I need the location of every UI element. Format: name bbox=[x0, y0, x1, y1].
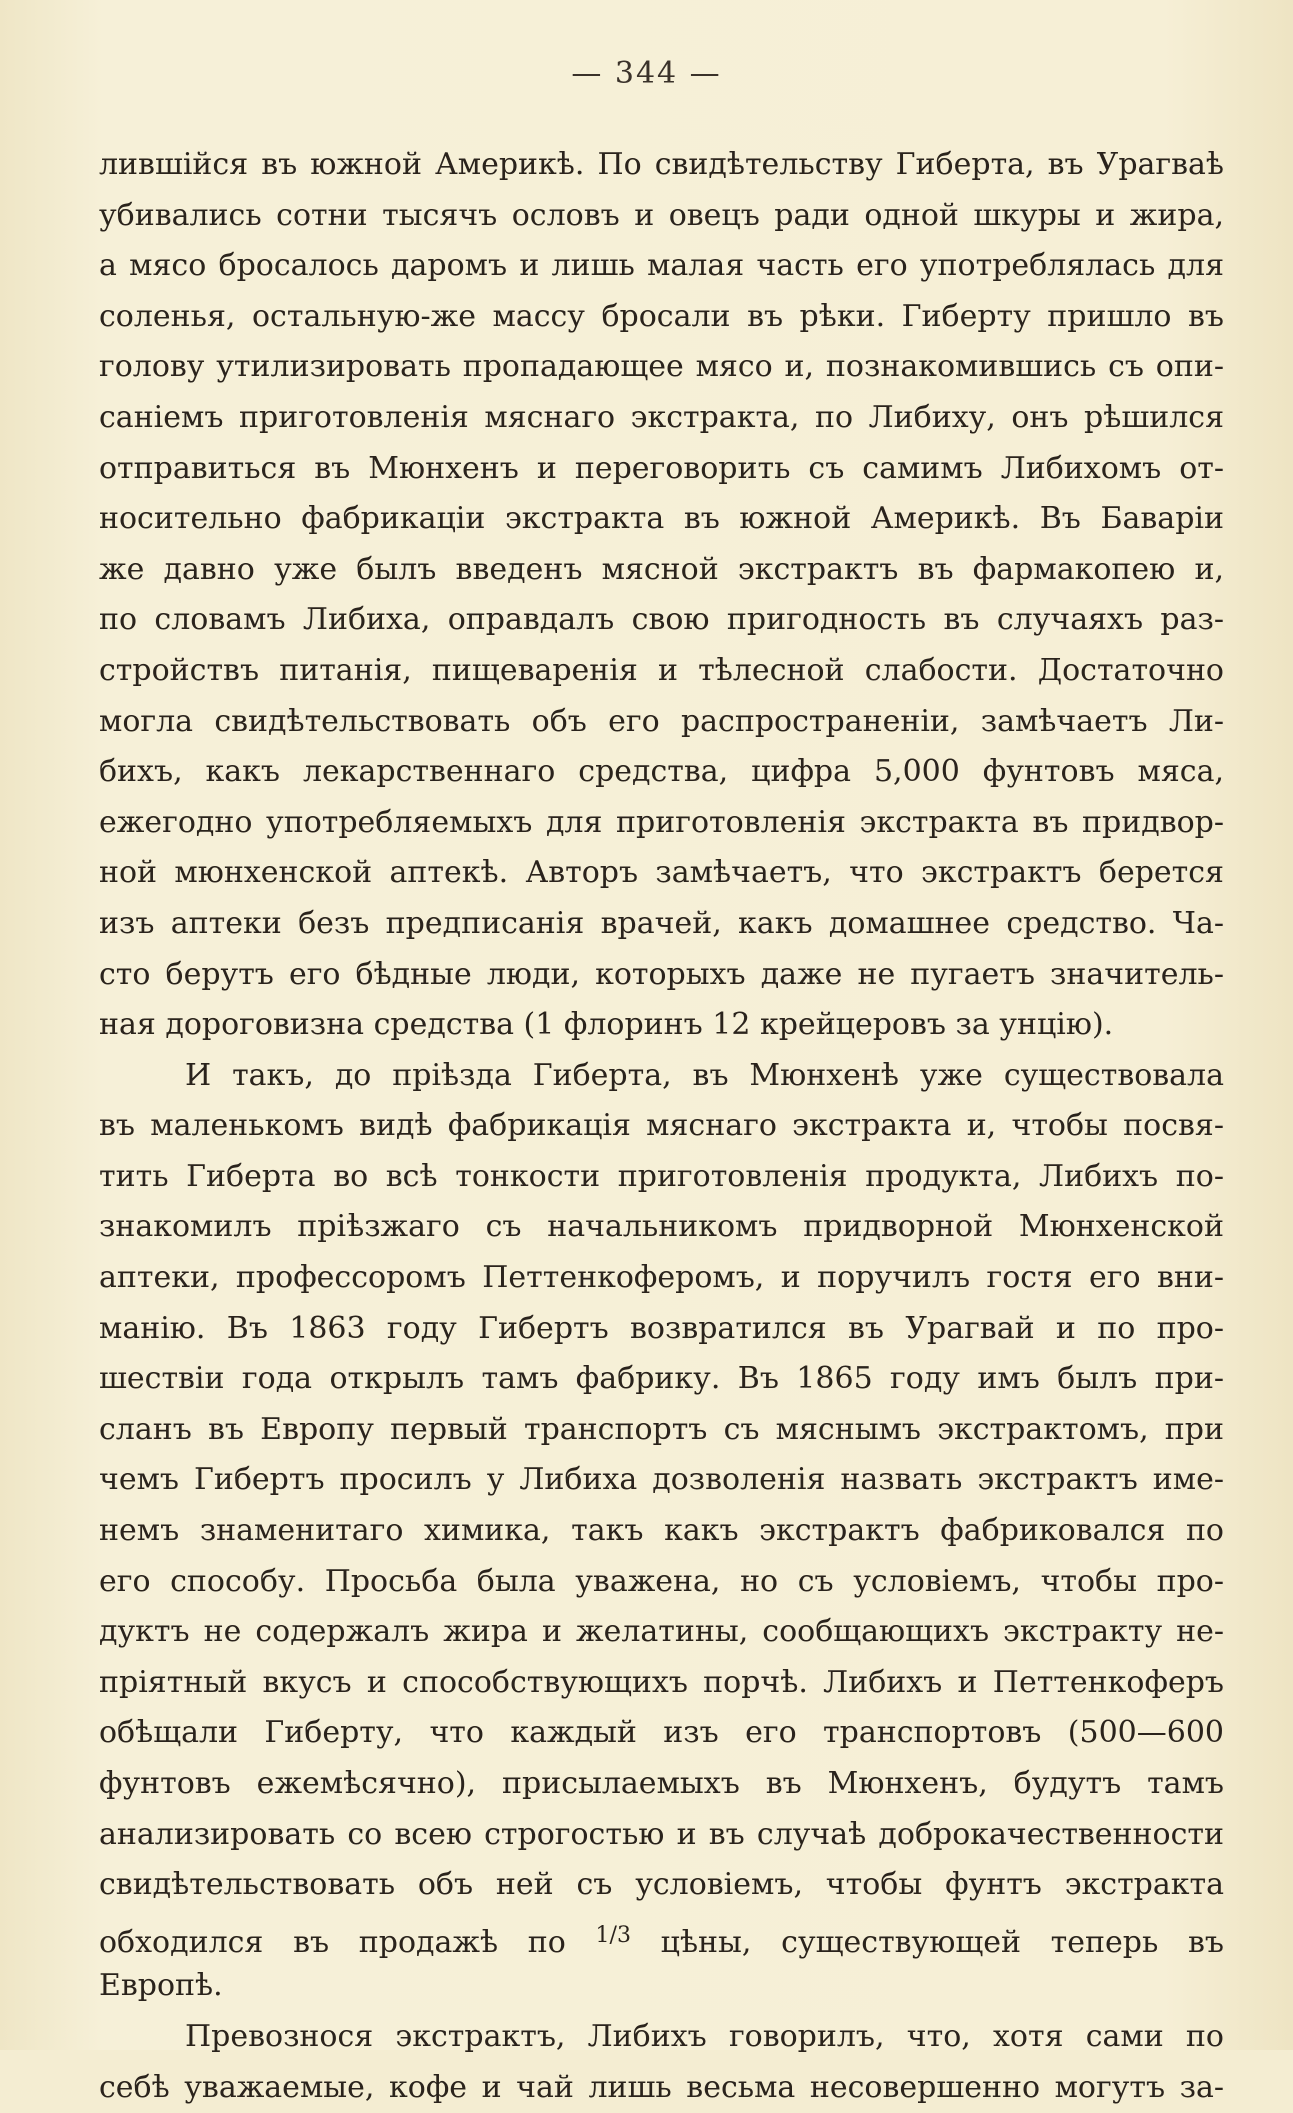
text-line: знакомилъ пріѣзжаго съ начальникомъ придворной Мюнхенской bbox=[99, 1209, 1224, 1245]
text-line: сто берутъ его бѣдные люди, которыхъ даже не пугаетъ значитель- bbox=[99, 956, 1224, 992]
text-line: манію. Въ 1863 году Гибертъ возвратился въ Урагвай и по про- bbox=[99, 1310, 1224, 1346]
text-line: Европѣ. bbox=[99, 1968, 223, 2004]
fraction-one-third: 1/3 bbox=[595, 1922, 631, 1948]
text-line: свидѣтельствовать объ ней съ условіемъ, чтобы фунтъ экстракта bbox=[99, 1867, 1224, 1903]
text-line: могла свидѣтельствовать объ его распространеніи, замѣчаетъ Ли- bbox=[99, 703, 1224, 739]
text-line: дуктъ не содержалъ жира и желатины, сообщающихъ экстракту не- bbox=[99, 1614, 1224, 1650]
text-line: тить Гиберта во всѣ тонкости приготовленія продукта, Либихъ по- bbox=[99, 1158, 1224, 1194]
text-line: пріятный вкусъ и способствующихъ порчѣ. Либихъ и Петтенкоферъ bbox=[99, 1664, 1224, 1700]
text-line: же давно уже былъ введенъ мясной экстрактъ въ фармакопею и, bbox=[99, 551, 1224, 587]
text-line: голову утилизировать пропадающее мясо и, познакомившись съ опи- bbox=[99, 349, 1224, 385]
text-line: стройствъ питанія, пищеваренія и тѣлесной слабости. Достаточно bbox=[99, 652, 1224, 688]
text-line: отправиться въ Мюнхенъ и переговорить съ самимъ Либихомъ от- bbox=[99, 450, 1224, 486]
text-fragment: обходился въ продажѣ по bbox=[99, 1924, 566, 1960]
page-number: — 344 — bbox=[571, 56, 722, 91]
text-line: обѣщали Гиберту, что каждый изъ его транспортовъ (500—600 bbox=[99, 1715, 1224, 1751]
body-text bbox=[99, 140, 1224, 2113]
text-line: ной мюнхенской аптекѣ. Авторъ замѣчаетъ, что экстрактъ берется bbox=[99, 855, 1224, 891]
text-fragment: цѣны, существующей теперь въ bbox=[660, 1924, 1224, 1960]
text-line: по словамъ Либиха, оправдалъ свою пригодность въ случаяхъ раз- bbox=[99, 602, 1224, 638]
text-line: анализировать со всею строгостью и въ случаѣ доброкачественности bbox=[99, 1816, 1224, 1852]
text-line: соленья, остальную-же массу бросали въ рѣки. Гиберту пришло въ bbox=[99, 298, 1224, 334]
text-line: а мясо бросалось даромъ и лишь малая часть его употреблялась для bbox=[99, 248, 1224, 284]
text-line: ная дороговизна средства (1 флоринъ 12 крейцеровъ за унцію). bbox=[99, 1007, 1114, 1043]
text-line-with-fraction bbox=[99, 1911, 1224, 1962]
text-line: лившійся въ южной Америкѣ. По свидѣтельству Гиберта, въ Урагваѣ bbox=[99, 147, 1224, 182]
text-line: его способу. Просьба была уважена, но съ условіемъ, чтобы про- bbox=[99, 1563, 1224, 1599]
paragraph-start-line: Превознося экстрактъ, Либихъ говорилъ, что, хотя сами по bbox=[185, 2018, 1224, 2054]
paragraph-start-line: И такъ, до пріѣзда Гиберта, въ Мюнхенѣ уже существовала bbox=[185, 1057, 1224, 1093]
text-line: сланъ въ Европу первый транспортъ съ мяснымъ экстрактомъ, при bbox=[99, 1411, 1224, 1447]
text-line: ежегодно употребляемыхъ для приготовленія экстракта въ придвор- bbox=[99, 804, 1224, 840]
text-line: бихъ, какъ лекарственнаго средства, цифра 5,000 фунтовъ мяса, bbox=[99, 754, 1224, 790]
text-line: фунтовъ ежемѣсячно), присылаемыхъ въ Мюнхенъ, будутъ тамъ bbox=[99, 1766, 1224, 1801]
text-line: носительно фабрикаціи экстракта въ южной Америкѣ. Въ Баваріи bbox=[99, 501, 1224, 537]
text-line: саніемъ приготовленія мяснаго экстракта, по Либиху, онъ рѣшился bbox=[99, 399, 1224, 435]
text-line: шествіи года открылъ тамъ фабрику. Въ 1865 году имъ былъ при- bbox=[99, 1361, 1224, 1397]
text-line: чемъ Гибертъ просилъ у Либиха дозволенія назвать экстрактъ име- bbox=[99, 1462, 1224, 1498]
text-line: убивались сотни тысячъ ословъ и овецъ ради одной шкуры и жира, bbox=[99, 197, 1224, 233]
text-line: въ маленькомъ видѣ фабрикація мяснаго экстракта и, чтобы посвя- bbox=[99, 1108, 1224, 1144]
text-line: немъ знаменитаго химика, такъ какъ экстрактъ фабриковался по bbox=[99, 1513, 1224, 1549]
text-line: аптеки, профессоромъ Петтенкоферомъ, и поручилъ гостя его вни- bbox=[99, 1260, 1224, 1296]
text-line: изъ аптеки безъ предписанія врачей, какъ домашнее средство. Ча- bbox=[99, 905, 1224, 941]
text-line: себѣ уважаемые, кофе и чай лишь весьма несовершенно могутъ за- bbox=[99, 2069, 1224, 2105]
